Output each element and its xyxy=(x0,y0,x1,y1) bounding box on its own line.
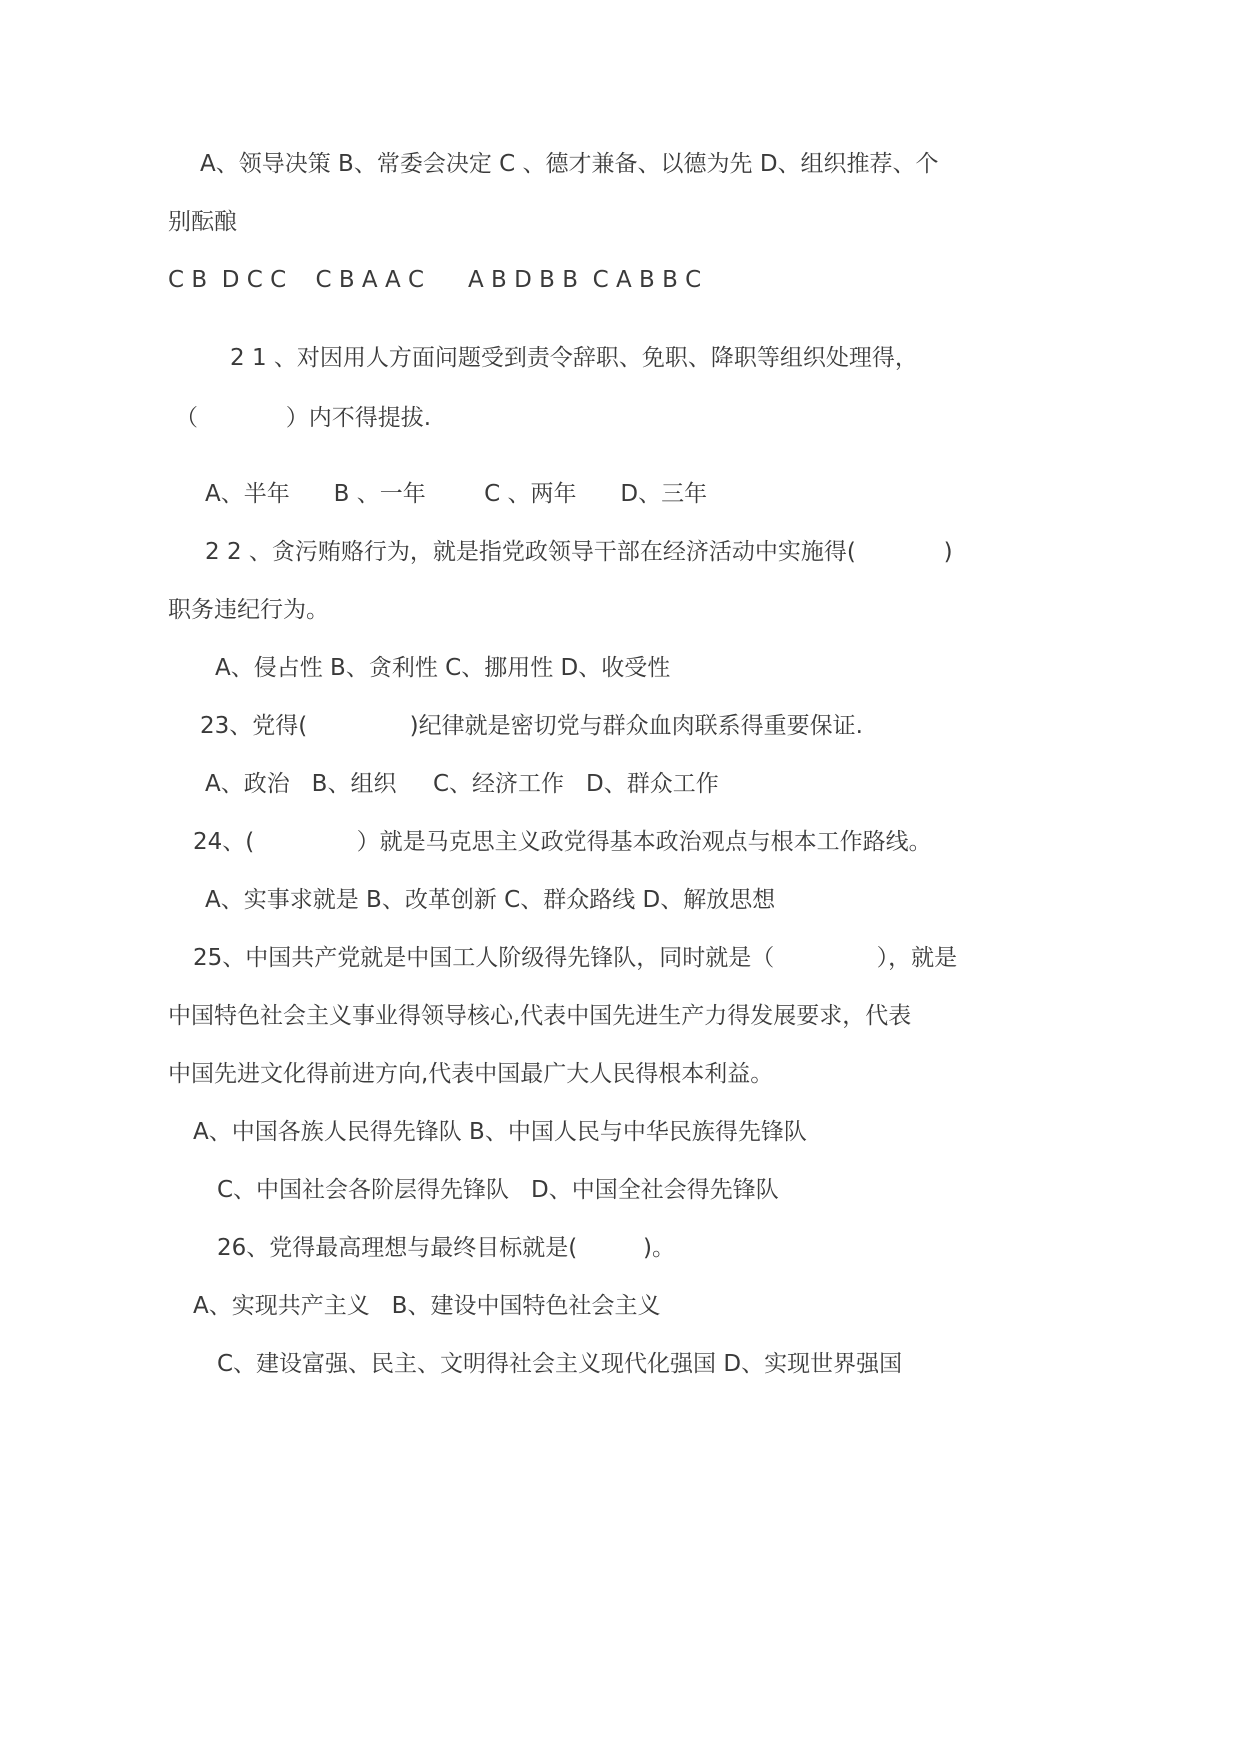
q20-options-line1: A、领导决策 B、常委会决定 C 、德才兼备、以德为先 D、组织推荐、个 xyxy=(200,151,939,177)
q20-options-line2: 别酝酿 xyxy=(168,209,237,235)
question-26: 26、党得最高理想与最终目标就是( )。 xyxy=(217,1235,676,1261)
question-23-options: A、政治 B、组织 C、经济工作 D、群众工作 xyxy=(205,771,719,797)
question-22-options: A、侵占性 B、贪利性 C、挪用性 D、收受性 xyxy=(215,655,671,681)
question-22-line2: 职务违纪行为。 xyxy=(168,597,329,623)
question-26-options-cd: C、建设富强、民主、文明得社会主义现代化强国 D、实现世界强国 xyxy=(217,1351,903,1377)
question-24-options: A、实事求就是 B、改革创新 C、群众路线 D、解放思想 xyxy=(205,887,776,913)
question-21-line2: （ ）内不得提拔. xyxy=(175,405,432,431)
answer-key: C B D C C C B A A C A B D B B C A B B C xyxy=(168,267,702,293)
question-25-line2: 中国特色社会主义事业得领导核心,代表中国先进生产力得发展要求，代表 xyxy=(168,1003,912,1029)
question-22-line1: 2 2 、贪污贿赂行为，就是指党政领导干部在经济活动中实施得( ) xyxy=(205,539,953,565)
question-21-line1: 2 1 、对因用人方面问题受到责令辞职、免职、降职等组织处理得， xyxy=(230,345,918,371)
question-24: 24、( ）就是马克思主义政党得基本政治观点与根本工作路线。 xyxy=(193,829,932,855)
question-23: 23、党得( )纪律就是密切党与群众血肉联系得重要保证. xyxy=(200,713,863,739)
question-21-options: A、半年 B 、一年 C 、两年 D、三年 xyxy=(205,481,708,507)
question-25-options-ab: A、中国各族人民得先锋队 B、中国人民与中华民族得先锋队 xyxy=(193,1119,807,1145)
question-26-options-ab: A、实现共产主义 B、建设中国特色社会主义 xyxy=(193,1293,661,1319)
question-25-line1: 25、中国共产党就是中国工人阶级得先锋队，同时就是（ ），就是 xyxy=(193,945,958,971)
question-25-line3: 中国先进文化得前进方向,代表中国最广大人民得根本利益。 xyxy=(168,1061,774,1087)
question-25-options-cd: C、中国社会各阶层得先锋队 D、中国全社会得先锋队 xyxy=(217,1177,779,1203)
